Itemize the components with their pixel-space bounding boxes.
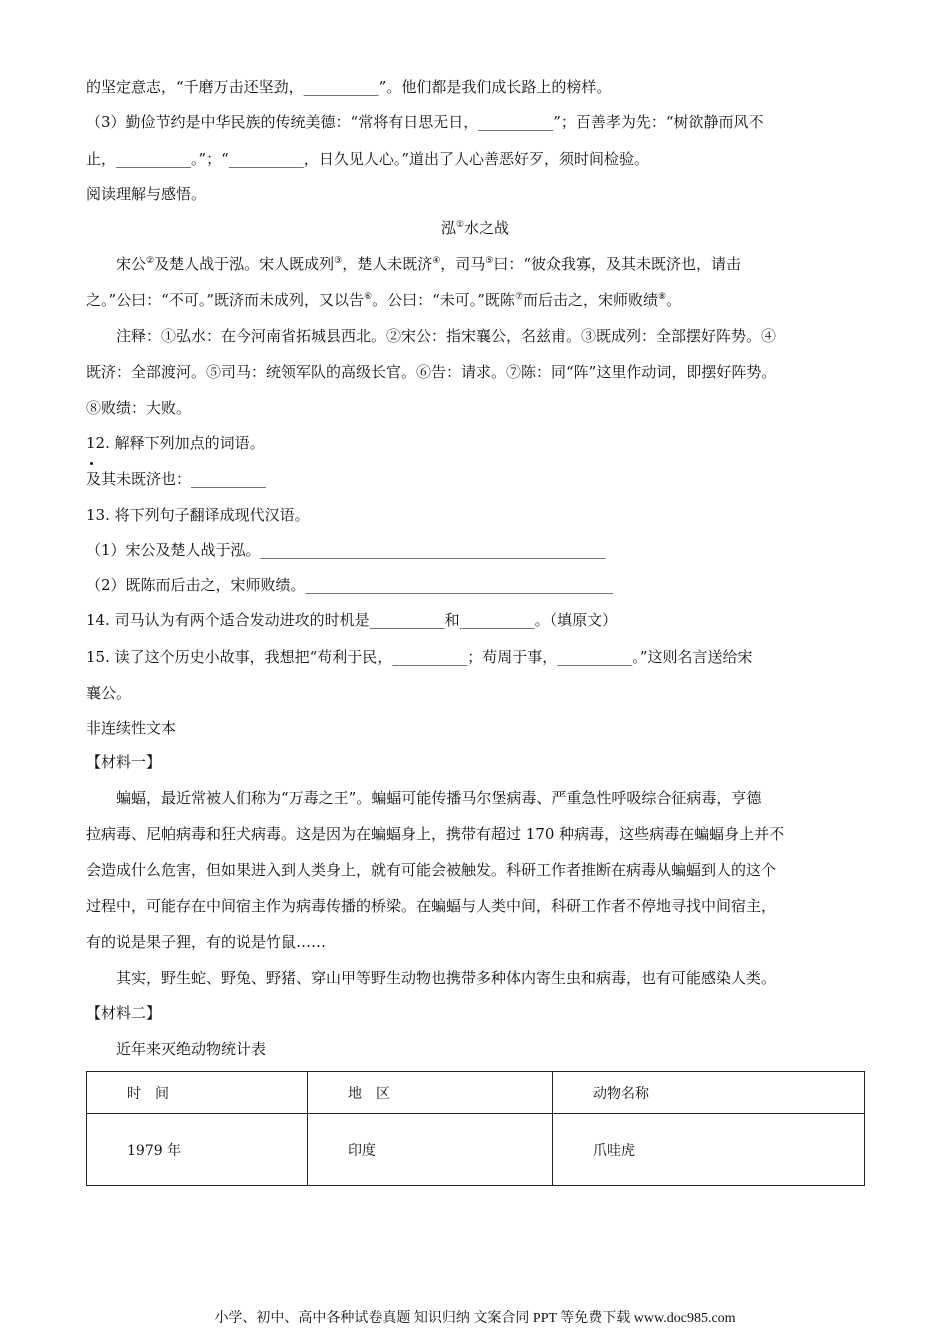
passage-notes: 注释：①弘水：在今河南省拓城县西北。②宋公：指宋襄公，名兹甫。③既成列：全部摆好阵势。④ [116,327,777,345]
material-paragraph: 会造成什么危害，但如果进入到人类身上，就有可能会被触发。科研工作者推断在病毒从蝙蝠到人的这个 [86,861,777,879]
table-cell: 1979 年 [87,1114,308,1186]
passage-paragraph: 之。”公曰：“不可。”既济而未成列，又以告⑥。公曰：“未可。”既陈⑦而后击之，宋师败绩⑧。 [86,291,682,309]
table-header-cell: 地 区 [308,1072,553,1114]
material-two-label: 【材料二】 [86,1004,162,1022]
question-13-item: （1）宋公及楚人战于泓。______________________________________________ [86,541,606,559]
text-line: （3）勤俭节约是中华民族的传统美德：“常将有日思无日，__________”；百善孝为先：“树欲静而风不 [86,113,764,131]
text-line: 止，__________。”；“__________，日久见人心。”道出了人心善恶好歹，须时间检验。 [86,150,650,168]
question-13: 13. 将下列句子翻译成现代汉语。 [86,506,310,524]
table-header-row [87,1072,865,1114]
passage-notes: 既济：全部渡河。⑤司马：统领军队的高级长官。⑥告：请求。⑦陈：同“阵”这里作动词，即摆好阵势。 [86,363,777,381]
extinct-animals-table [86,1071,865,1186]
passage-paragraph: 宋公②及楚人战于泓。宋人既成列③，楚人未既济④，司马⑤曰：“彼众我寡，及其未既济也，请击 [116,255,742,273]
passage-title: 泓①水之战 [440,219,510,237]
table-row [87,1114,865,1186]
table-header-cell: 时 间 [87,1072,308,1114]
material-paragraph: 蝙蝠，最近常被人们称为“万毒之王”。蝙蝠可能传播马尔堡病毒、严重急性呼吸综合征病毒，亨德 [116,789,762,807]
question-14: 14. 司马认为有两个适合发动进攻的时机是__________和__________。（填原文） [86,611,618,629]
material-one-label: 【材料一】 [86,753,162,771]
material-paragraph: 有的说是果子狸，有的说是竹鼠…… [86,933,327,951]
question-15: 襄公。 [86,684,132,702]
table-title: 近年来灭绝动物统计表 [116,1040,267,1058]
emphasis-dot [90,462,93,465]
section-heading: 阅读理解与感悟。 [86,185,207,203]
question-12-item: 及其未既济也：__________ [86,470,267,488]
page-footer: 小学、初中、高中各种试卷真题 知识归纳 文案合同 PPT 等免费下载 www.doc985.com [214,1311,736,1326]
passage-notes: ⑧败绩：大败。 [86,399,192,417]
material-paragraph: 其实，野生蛇、野兔、野猪、穿山甲等野生动物也携带多种体内寄生虫和病毒，也有可能感染人类。 [116,969,777,987]
text-line: 的坚定意志，“千磨万击还坚劲，__________”。他们都是我们成长路上的榜样。 [86,78,612,96]
section-heading: 非连续性文本 [86,719,177,737]
question-12: 12. 解释下列加点的词语。 [86,434,265,452]
table-header-cell: 动物名称 [553,1072,865,1114]
material-paragraph: 拉病毒、尼帕病毒和狂犬病毒。这是因为在蝙蝠身上，携带有超过 170 种病毒，这些病毒在蝙蝠身上并不 [86,825,785,843]
question-13-item: （2）既陈而后击之，宋师败绩。_________________________________________ [86,576,614,594]
material-paragraph: 过程中，可能存在中间宿主作为病毒传播的桥梁。在蝙蝠与人类中间，科研工作者不停地寻找中间宿主， [86,897,777,915]
table-cell: 爪哇虎 [553,1114,865,1186]
question-15: 15. 读了这个历史小故事，我想把“苟利于民，__________；苟周于事，__________。”这则名言送给宋 [86,648,753,666]
table-cell: 印度 [308,1114,553,1186]
